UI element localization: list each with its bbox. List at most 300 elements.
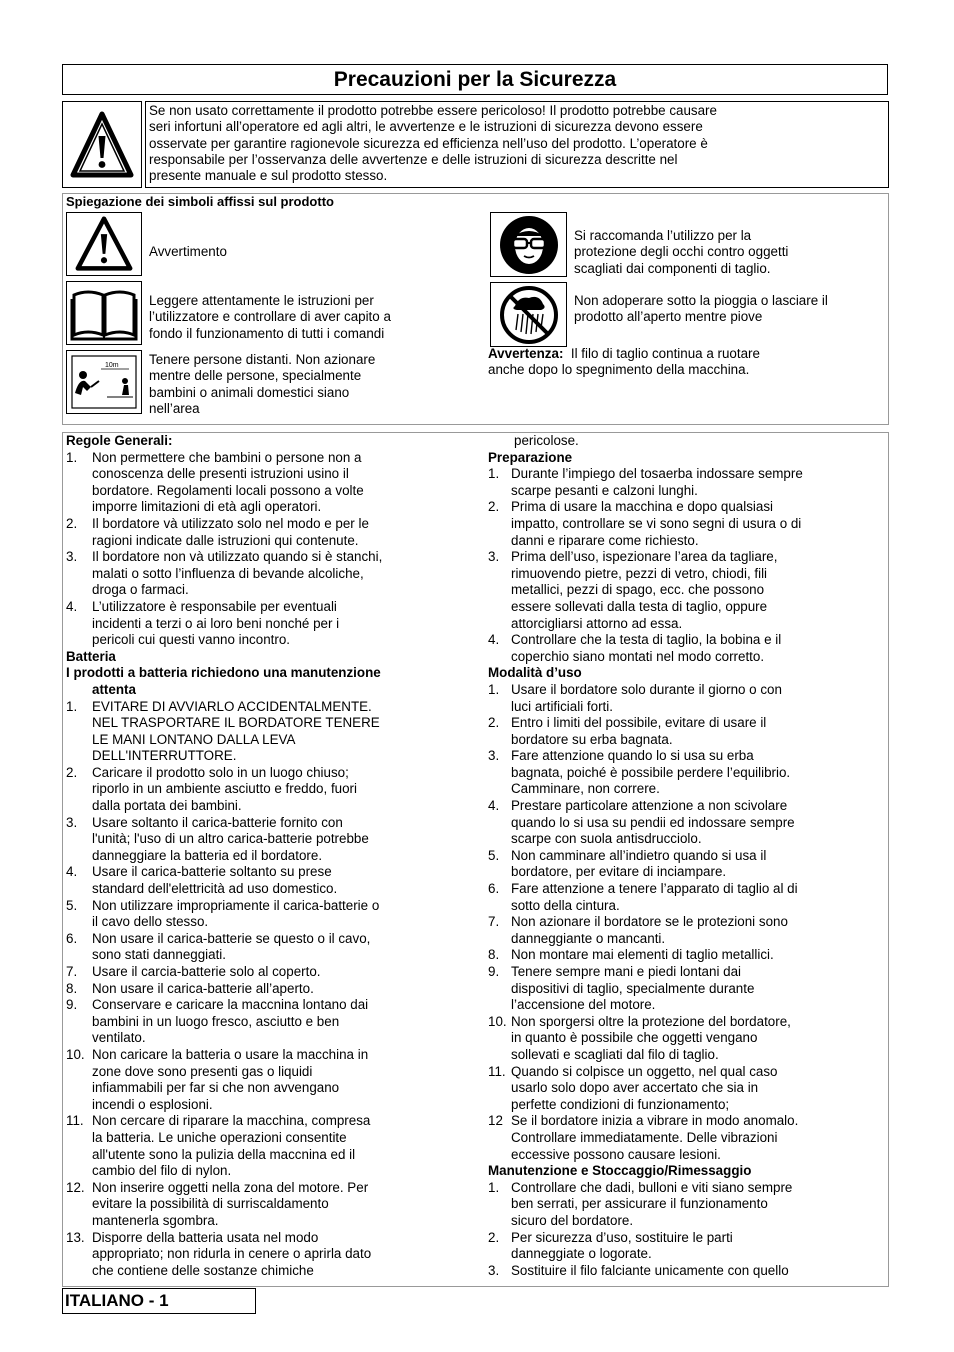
item-number: 3. (66, 814, 78, 830)
carry-over-text: pericolose. (514, 433, 579, 448)
symbol-text-line: Si raccomanda l’utilizzo per la (574, 228, 752, 243)
symbol-text-line: Avvertimento (149, 244, 227, 259)
item-text: imporre limitazioni di età agli operatori. (92, 499, 322, 515)
item-text: danni e riparare come richiesto. (511, 532, 699, 548)
item-number (488, 483, 511, 500)
list-item-line (488, 1030, 888, 1047)
list-item-line (488, 1064, 888, 1081)
item-text: Per sicurezza d’uso, sostituire le parti (511, 1229, 733, 1245)
maintenance-heading: Manutenzione e Stoccaggio/Rimessaggio (488, 1163, 752, 1179)
item-text: Il bordatore non và utilizzato quando si è stanchi, (92, 549, 383, 565)
list-item-line (66, 964, 466, 981)
item-text: Usare soltanto il carica-batterie fornito con (92, 814, 343, 830)
item-number: 5. (488, 847, 500, 863)
list-item-line (66, 1246, 466, 1263)
item-text: incidenti a terzi o ai loro beni nonché per i (92, 615, 340, 631)
item-text: Tenere sempre mani e piedi lontani dai (511, 964, 742, 979)
item-text: L’utilizzatore è responsabile per eventuali (92, 598, 337, 614)
item-text: ragioni indicate dalle istruzioni qui contenute. (92, 532, 359, 548)
symbol-text-line: scagliati dai componenti di taglio. (574, 260, 771, 276)
item-text: luci artificiali forti. (511, 698, 613, 714)
usage-heading: Modalità d’uso (488, 665, 582, 681)
item-text: che contiene delle sostanze chimiche (92, 1262, 314, 1278)
warning-line: seri infortuni all’operatore ed agli altri, le avvertenze e le istruzioni di sicurezza devono essere (149, 119, 703, 135)
list-item-line (488, 715, 888, 732)
item-text: Usare il bordatore solo durante il giorno o con (511, 681, 782, 697)
list-item-line (66, 1230, 466, 1247)
list-item-line (66, 582, 466, 599)
list-item-line (66, 914, 466, 931)
item-number (66, 1064, 92, 1081)
item-text: l'unità; l'uso di un altro carica-batterie potrebbe (92, 831, 369, 847)
item-number: 1. (66, 698, 78, 714)
item-number (66, 881, 92, 898)
list-item-line (488, 931, 888, 948)
item-text: rimuovendo pietre, pezzi di vetro, chiodi, fili (511, 565, 768, 581)
item-number: 2. (488, 715, 500, 731)
item-text: Caricare il prodotto solo in un luogo chiuso; (92, 764, 349, 780)
item-text: Non caricare la batteria o usare la macchina in (92, 1046, 369, 1062)
list-item-line (66, 748, 466, 765)
item-number (66, 466, 92, 483)
left-column (66, 433, 466, 1279)
no-rain-icon (497, 284, 561, 346)
list-item-line (66, 1064, 466, 1081)
item-number (66, 914, 92, 931)
item-number (488, 1047, 511, 1064)
warning-line: responsabile per l’osservanza delle avvertenze e delle istruzioni di sicurezza descritte nel (149, 151, 678, 167)
list-item-line (488, 582, 888, 599)
item-number (488, 898, 511, 915)
item-text: cambio del filo di nylon. (92, 1163, 232, 1179)
item-number (488, 1080, 511, 1097)
list-item-line (488, 947, 888, 964)
manual-book-icon (70, 285, 138, 341)
item-text: impatto, controllare se vi sono segni di usura o di (511, 515, 802, 531)
item-number (66, 1014, 92, 1031)
battery-heading: Batteria (66, 648, 116, 664)
item-number (66, 1097, 92, 1114)
item-text: Il bordatore và utilizzato solo nel modo e per le (92, 515, 369, 531)
list-item-line (488, 1047, 888, 1064)
list-item-line (488, 732, 888, 749)
list-item-line (488, 566, 888, 583)
item-text: dalla portata dei bambini. (92, 798, 242, 814)
item-number (488, 931, 511, 948)
item-number: 4. (488, 798, 500, 814)
symbol-eye-protection-text (574, 228, 788, 277)
item-number: 3. (488, 549, 500, 565)
list-item-line (488, 549, 888, 566)
item-text: Quando si colpisce un oggetto, nel qual caso (511, 1063, 778, 1079)
item-number (488, 765, 511, 782)
item-text: all'utente sono la pulizia della maccnina ed il (92, 1146, 356, 1162)
item-number (66, 566, 92, 583)
item-number (488, 1147, 511, 1164)
item-text: Prima dell’uso, ispezionare l’area da tagliare, (511, 549, 778, 565)
item-text: Fare attenzione a tenere l’apparato di taglio al di (511, 881, 798, 897)
item-text: bordatore, per evitare di inciampare. (511, 864, 727, 880)
item-number (488, 815, 511, 832)
list-item-line (488, 748, 888, 765)
item-number: 4. (488, 632, 500, 648)
item-text: Usare il carcia-batterie solo al coperto. (92, 964, 321, 979)
list-item-line (66, 1180, 466, 1197)
item-text: Prima di usare la macchina e dopo qualsiasi (511, 499, 774, 515)
symbol-note (488, 346, 760, 379)
list-item-line (66, 1196, 466, 1213)
list-item-line (488, 765, 888, 782)
item-number (488, 997, 511, 1014)
list-item-line (488, 881, 888, 898)
list-item-line (66, 1130, 466, 1147)
item-number (66, 1080, 92, 1097)
list-item-line (66, 483, 466, 500)
item-text: Non usare il carica-batterie all’aperto. (92, 980, 314, 996)
item-number (488, 781, 511, 798)
warning-triangle-icon (75, 216, 133, 272)
item-text: danneggiate o logorate. (511, 1246, 652, 1262)
item-text: sollevati e scagliati dal filo di taglio. (511, 1046, 719, 1062)
list-item-line (488, 516, 888, 533)
page-title: Precauzioni per la Sicurezza (62, 64, 888, 95)
item-number: 9. (488, 964, 500, 979)
item-number: 9. (66, 997, 78, 1013)
list-item-line (488, 781, 888, 798)
list-item-line (66, 947, 466, 964)
item-text: Sostituire il filo falciante unicamente con quello (511, 1262, 789, 1278)
item-text: sotto della cintura. (511, 897, 620, 913)
list-item-line (66, 450, 466, 467)
list-item-line (66, 533, 466, 550)
list-item-line (66, 781, 466, 798)
item-text: Camminare, non correre. (511, 781, 660, 797)
list-item-line (488, 682, 888, 699)
item-number (488, 1130, 511, 1147)
right-column (488, 433, 888, 1279)
item-text: Non sporgersi oltre la protezione del bordatore, (511, 1013, 791, 1029)
list-item-line (488, 632, 888, 649)
item-text: eccessive possono causare lesioni. (511, 1146, 721, 1162)
item-number: 1. (488, 681, 500, 697)
list-item-line (66, 732, 466, 749)
list-item-line (488, 1130, 888, 1147)
warning-line: osservate per garantire ragionevole sicurezza ed efficienza nell’uso del prodotto. L’operatore è (149, 135, 708, 151)
item-text: conoscenza delle presenti istruzioni usino il (92, 466, 349, 482)
item-number (66, 533, 92, 550)
item-number (66, 848, 92, 865)
list-item-line (488, 831, 888, 848)
list-item-line (66, 1213, 466, 1230)
item-number (488, 566, 511, 583)
item-text: usarlo solo dopo aver accertato che sia in (511, 1080, 759, 1096)
item-number: 1. (488, 466, 500, 482)
item-number: 11. (488, 1063, 506, 1079)
warning-line: Se non usato correttamente il prodotto potrebbe essere pericoloso! Il prodotto potrebbe causare (149, 103, 717, 118)
warning-message (145, 101, 889, 188)
item-text: perfette condizioni di funzionamento; (511, 1096, 730, 1112)
item-number (488, 616, 511, 633)
battery-subheading: I prodotti a batteria richiedono una manutenzione (66, 665, 381, 681)
item-number: 3. (488, 1262, 500, 1278)
symbol-no-rain (490, 282, 567, 347)
item-number (66, 1246, 92, 1263)
list-item-line (488, 864, 888, 881)
item-text: essere sollevati dalla testa di taglio, oppure (511, 598, 768, 614)
item-number: 2. (488, 499, 500, 515)
list-item-line (66, 699, 466, 716)
item-text: Non inserire oggetti nella zona del motore. Per (92, 1179, 369, 1195)
list-item-line (66, 516, 466, 533)
list-item-line (488, 599, 888, 616)
list-item-line (66, 549, 466, 566)
item-number (488, 649, 511, 666)
list-item-line (66, 864, 466, 881)
list-item-line (66, 632, 466, 649)
item-text: attorcigliarsi attorno ad essa. (511, 615, 683, 631)
item-text: Non azionare il bordatore se le protezioni sono (511, 914, 788, 930)
item-text: scarpe pesanti e calzoni lunghi. (511, 482, 698, 498)
item-number: 7. (66, 964, 78, 979)
item-text: zone dove sono presenti gas o liquidi (92, 1063, 313, 1079)
item-text: Fare attenzione quando lo si usa su erba (511, 748, 754, 764)
item-text: droga o farmaci. (92, 582, 189, 598)
list-item-line (488, 964, 888, 981)
item-number: 3. (66, 549, 78, 565)
item-number (66, 499, 92, 516)
item-text: evitare la possibilità di surriscaldamento (92, 1196, 329, 1212)
item-text: danneggiante o mancanti. (511, 930, 666, 946)
list-item-line (66, 798, 466, 815)
item-number (488, 582, 511, 599)
note-label: Avvertenza: (488, 346, 564, 361)
list-item-line (488, 1147, 888, 1164)
list-item-line (488, 649, 888, 666)
preparation-heading: Preparazione (488, 449, 573, 465)
item-number: 11. (66, 1113, 84, 1129)
item-number (488, 699, 511, 716)
list-item-line (66, 1030, 466, 1047)
item-text: Prestare particolare attenzione a non scivolare (511, 798, 788, 814)
item-number: 6. (488, 881, 500, 897)
warning-line: presente manuale e sul prodotto stesso. (149, 168, 388, 184)
list-item-line (488, 1196, 888, 1213)
item-number (66, 483, 92, 500)
item-number (488, 981, 511, 998)
item-text: metallici, pezzi di spago, ecc. che possono (511, 582, 765, 598)
list-item-line (488, 1263, 888, 1280)
item-text: Non montare mai elementi di taglio metallici. (511, 947, 774, 963)
item-number: 3. (488, 748, 500, 764)
symbol-text-line: Tenere persone distanti. Non azionare (149, 352, 376, 367)
symbol-text-line: bambini o animali domestici siano (149, 384, 350, 400)
symbol-manual-text (149, 293, 391, 342)
item-text: Non utilizzare impropriamente il carica-batterie o (92, 897, 380, 913)
list-item-line (66, 1113, 466, 1130)
item-number (66, 831, 92, 848)
list-item-line (488, 997, 888, 1014)
list-item-line (66, 599, 466, 616)
list-item-line (488, 499, 888, 516)
item-text: dispositivi di taglio, specialmente durante (511, 980, 755, 996)
item-text: bagnata, poiché è possibile perdere l’equilibrio. (511, 764, 791, 780)
item-text: quando lo si usa su pendii ed indossare sempre (511, 814, 795, 830)
list-item-line (66, 1263, 466, 1280)
list-item-line (66, 466, 466, 483)
list-item-line (488, 533, 888, 550)
item-number: 8. (488, 947, 500, 963)
list-item-line (488, 1113, 888, 1130)
note-text: Il filo di taglio continua a ruotare (563, 346, 760, 361)
item-text: sono stati danneggiati. (92, 947, 227, 963)
symbol-text-line: mentre delle persone, specialmente (149, 368, 362, 384)
symbol-text-line: l’utilizzatore e controllare di aver capito a (149, 309, 391, 325)
symbol-text-line: nell’area (149, 400, 200, 416)
symbol-text-line: protezione degli occhi contro oggetti (574, 244, 789, 260)
item-text: Usare il carica-batterie soltanto su prese (92, 864, 332, 880)
item-text: Non camminare all’indietro quando si usa il (511, 847, 767, 863)
list-item-line (488, 483, 888, 500)
item-text: Entro i limiti del possibile, evitare di usare il (511, 715, 767, 731)
item-number (66, 1163, 92, 1180)
item-number (66, 798, 92, 815)
symbol-text-line: Non adoperare sotto la pioggia o lasciare il (574, 293, 828, 308)
item-text: Controllare immediatamente. Delle vibrazioni (511, 1129, 778, 1145)
list-item-line (66, 1163, 466, 1180)
general-rules-heading: Regole Generali: (66, 433, 173, 448)
item-number (66, 582, 92, 599)
list-item-line (488, 616, 888, 633)
item-number (488, 1196, 511, 1213)
note-text: anche dopo lo spegnimento della macchina. (488, 362, 750, 378)
warning-triangle-icon (70, 111, 134, 179)
item-text: Se il bordatore inizia a vibrare in modo anomalo. (511, 1113, 799, 1129)
symbol-text-line: fondo il funzionamento di tutti i comandi (149, 325, 385, 341)
list-item-line (66, 1080, 466, 1097)
item-number: 10. (488, 1013, 507, 1029)
item-text: danneggiare la batteria ed il bordatore. (92, 847, 323, 863)
item-text: scarpe con suola antisdrucciolo. (511, 831, 702, 847)
list-item-line (488, 981, 888, 998)
item-text: malati o sotto l’influenza di bevande alcoliche, (92, 565, 364, 581)
item-number (488, 516, 511, 533)
symbol-warning-text (149, 244, 227, 260)
item-text: Disporre della batteria usata nel modo (92, 1229, 319, 1245)
item-number: 4. (66, 598, 78, 614)
item-number: 2. (488, 1229, 500, 1245)
symbol-text-line: Leggere attentamente le istruzioni per (149, 293, 374, 308)
eye-protection-icon (498, 214, 560, 276)
list-item-line (66, 765, 466, 782)
symbol-keep-distance-text (149, 352, 375, 417)
page-footer: ITALIANO - 1 (62, 1288, 256, 1314)
item-number (488, 831, 511, 848)
list-item-line (488, 1246, 888, 1263)
list-item-line (66, 616, 466, 633)
item-number (66, 947, 92, 964)
item-number (488, 599, 511, 616)
symbol-eye-protection (490, 212, 567, 277)
symbol-keep-distance (66, 350, 142, 414)
item-text: riporlo in un ambiente asciutto e freddo, fuori (92, 781, 357, 797)
item-number (66, 781, 92, 798)
item-number: 8. (66, 980, 78, 996)
item-text: sicuro del bordatore. (511, 1212, 634, 1228)
item-number (488, 732, 511, 749)
item-text: ventilato. (92, 1030, 146, 1046)
symbol-text-line: prodotto all’aperto mentre piove (574, 309, 763, 325)
keep-distance-icon (69, 353, 139, 411)
symbol-warning (66, 212, 142, 276)
item-text: in quanto è possibile che oggetti vengano (511, 1030, 758, 1046)
list-item-line (488, 1014, 888, 1031)
list-item-line (66, 881, 466, 898)
item-text: infiammabili per far si che non avvengano (92, 1080, 340, 1096)
item-text: bordatore su erba bagnata. (511, 731, 673, 747)
list-item-line (66, 1047, 466, 1064)
item-number: 4. (66, 864, 78, 880)
item-number (66, 715, 92, 732)
item-number (488, 533, 511, 550)
item-number (66, 1196, 92, 1213)
list-item-line (488, 699, 888, 716)
item-number (488, 1097, 511, 1114)
list-item-line (66, 1014, 466, 1031)
list-item-line (488, 914, 888, 931)
item-text: Non permettere che bambini o persone non a (92, 449, 362, 465)
list-item-line (488, 466, 888, 483)
item-text: DELL'INTERRUTTORE. (92, 748, 237, 764)
battery-subheading: attenta (92, 681, 136, 697)
item-text: Non cercare di riparare la macchina, compresa (92, 1113, 371, 1129)
list-item-line (66, 997, 466, 1014)
item-text: bordatore. Regolamenti locali possono a volte (92, 482, 364, 498)
warning-icon-frame (62, 101, 142, 188)
item-number (66, 1130, 92, 1147)
symbols-heading: Spiegazione dei simboli affissi sul prodotto (66, 194, 334, 209)
list-item-line (66, 898, 466, 915)
item-number: 2. (66, 764, 78, 780)
item-text: EVITARE DI AVVIARLO ACCIDENTALMENTE. (92, 698, 372, 714)
item-number: 1. (488, 1179, 500, 1195)
item-number (488, 1030, 511, 1047)
list-item-line (66, 1097, 466, 1114)
list-item-line (66, 715, 466, 732)
symbol-no-rain-text (574, 293, 828, 326)
item-number: 10. (66, 1046, 85, 1062)
item-text: Durante l’impiego del tosaerba indossare sempre (511, 466, 803, 482)
list-item-line (488, 1097, 888, 1114)
item-number (66, 632, 92, 649)
item-number (66, 1263, 92, 1280)
list-item-line (488, 898, 888, 915)
item-text: Non usare il carica-batterie se questo o il cavo, (92, 930, 371, 946)
list-item-line (488, 1080, 888, 1097)
item-text: la batteria. Le uniche operazioni consentite (92, 1129, 347, 1145)
list-item-line (488, 815, 888, 832)
item-number (488, 1213, 511, 1230)
item-number: 13. (66, 1229, 85, 1245)
item-number (66, 732, 92, 749)
list-item-line (488, 1213, 888, 1230)
item-text: il cavo dello stesso. (92, 914, 209, 930)
item-number: 5. (66, 897, 78, 913)
item-text: Controllare che dadi, bulloni e viti siano sempre (511, 1179, 793, 1195)
list-item-line (66, 566, 466, 583)
list-item-line (66, 499, 466, 516)
item-number (66, 748, 92, 765)
list-item-line (488, 1180, 888, 1197)
